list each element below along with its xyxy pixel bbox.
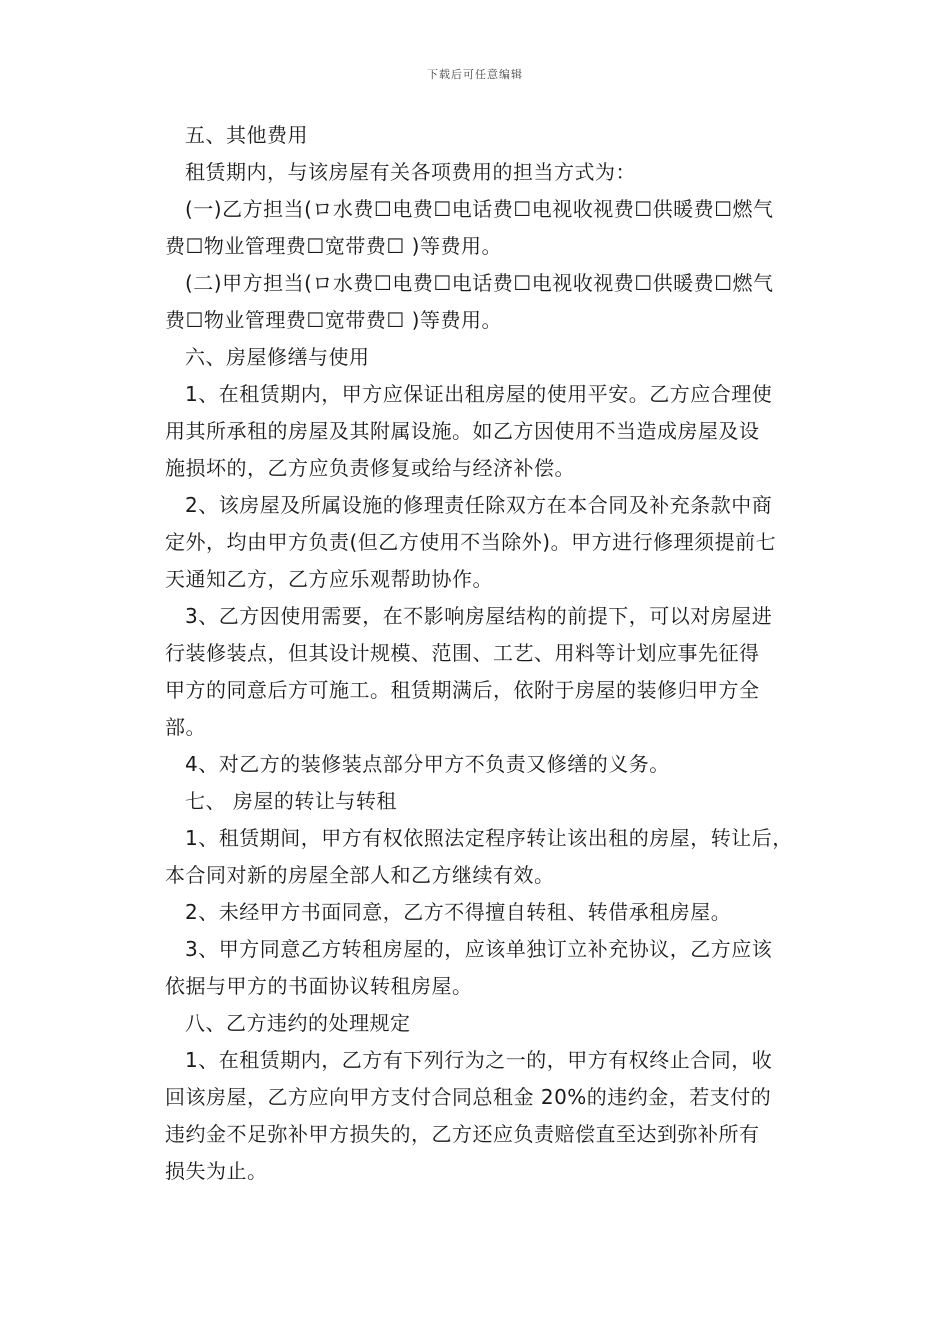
- paragraph-line: 六、房屋修缮与使用: [185, 345, 370, 369]
- paragraph-line: 费☐物业管理费☐宽带费☐ )等费用。: [165, 308, 502, 332]
- paragraph: [145, 265, 825, 339]
- paragraph-line: 八、乙方违约的处理规定: [185, 1011, 411, 1035]
- paragraph-line: 部。: [165, 715, 206, 739]
- paragraph-line: 天通知乙方，乙方应乐观帮助协作。: [165, 567, 493, 591]
- paragraph-line: 定外，均由甲方负责(但乙方使用不当除外)。甲方进行修理须提前七: [165, 530, 777, 554]
- paragraph: [145, 746, 825, 783]
- paragraph-line: 本合同对新的房屋全部人和乙方继续有效。: [165, 863, 555, 887]
- paragraph: [145, 154, 825, 191]
- paragraph: [145, 191, 825, 265]
- paragraph-line: 2、该房屋及所属设施的修理责任除双方在本合同及补充条款中商: [185, 493, 773, 517]
- paragraph-line: 费☐物业管理费☐宽带费☐ )等费用。: [165, 234, 502, 258]
- paragraph-line: 1、在租赁期内，甲方应保证出租房屋的使用平安。乙方应合理使: [185, 382, 773, 406]
- paragraph-line: 甲方的同意后方可施工。租赁期满后，依附于房屋的装修归甲方全: [165, 678, 760, 702]
- paragraph: [145, 117, 825, 154]
- paragraph: [145, 1042, 825, 1190]
- page-header: 下载后可任意编辑: [427, 68, 523, 81]
- paragraph-line: 4、对乙方的装修装点部分甲方不负责又修缮的义务。: [185, 752, 670, 776]
- paragraph-line: 违约金不足弥补甲方损失的，乙方还应负责赔偿直至达到弥补所有: [165, 1122, 760, 1146]
- paragraph: [145, 598, 825, 746]
- paragraph: [145, 931, 825, 1005]
- paragraph-line: 回该房屋，乙方应向甲方支付合同总租金 20%的违约金，若支付的: [165, 1085, 772, 1109]
- paragraph-line: 五、其他费用: [185, 123, 308, 147]
- paragraph: [145, 376, 825, 487]
- paragraph-line: 损失为止。: [165, 1159, 268, 1183]
- paragraph: [145, 339, 825, 376]
- paragraph-line: 依据与甲方的书面协议转租房屋。: [165, 974, 473, 998]
- paragraph-line: 行装修装点，但其设计规模、范围、工艺、用料等计划应事先征得: [165, 641, 760, 665]
- paragraph-line: 七、 房屋的转让与转租: [185, 789, 397, 813]
- paragraph: [145, 894, 825, 931]
- paragraph-line: (二)甲方担当(ロ水费☐电费☐电话费☐电视收视费☐供暖费☐燃气: [185, 271, 774, 295]
- paragraph-line: 用其所承租的房屋及其附属设施。如乙方因使用不当造成房屋及设: [165, 419, 760, 443]
- paragraph: [145, 820, 825, 894]
- document-body: [145, 117, 825, 1190]
- paragraph-line: 1、在租赁期内，乙方有下列行为之一的，甲方有权终止合同，收: [185, 1048, 773, 1072]
- paragraph-line: 施损坏的，乙方应负责修复或给与经济补偿。: [165, 456, 575, 480]
- paragraph: [145, 1005, 825, 1042]
- paragraph-line: 1、租赁期间，甲方有权依照法定程序转让该出租的房屋，转让后，: [185, 826, 793, 850]
- paragraph: [145, 783, 825, 820]
- paragraph-line: 2、未经甲方书面同意，乙方不得擅自转租、转借承租房屋。: [185, 900, 732, 924]
- paragraph-line: (一)乙方担当(ロ水费☐电费☐电话费☐电视收视费☐供暖费☐燃气: [185, 197, 774, 221]
- paragraph-line: 3、甲方同意乙方转租房屋的，应该单独订立补充协议，乙方应该: [185, 937, 773, 961]
- paragraph: [145, 487, 825, 598]
- paragraph-line: 3、乙方因使用需要，在不影响房屋结构的前提下，可以对房屋进: [185, 604, 773, 628]
- paragraph-line: 租赁期内，与该房屋有关各项费用的担当方式为：: [185, 160, 636, 184]
